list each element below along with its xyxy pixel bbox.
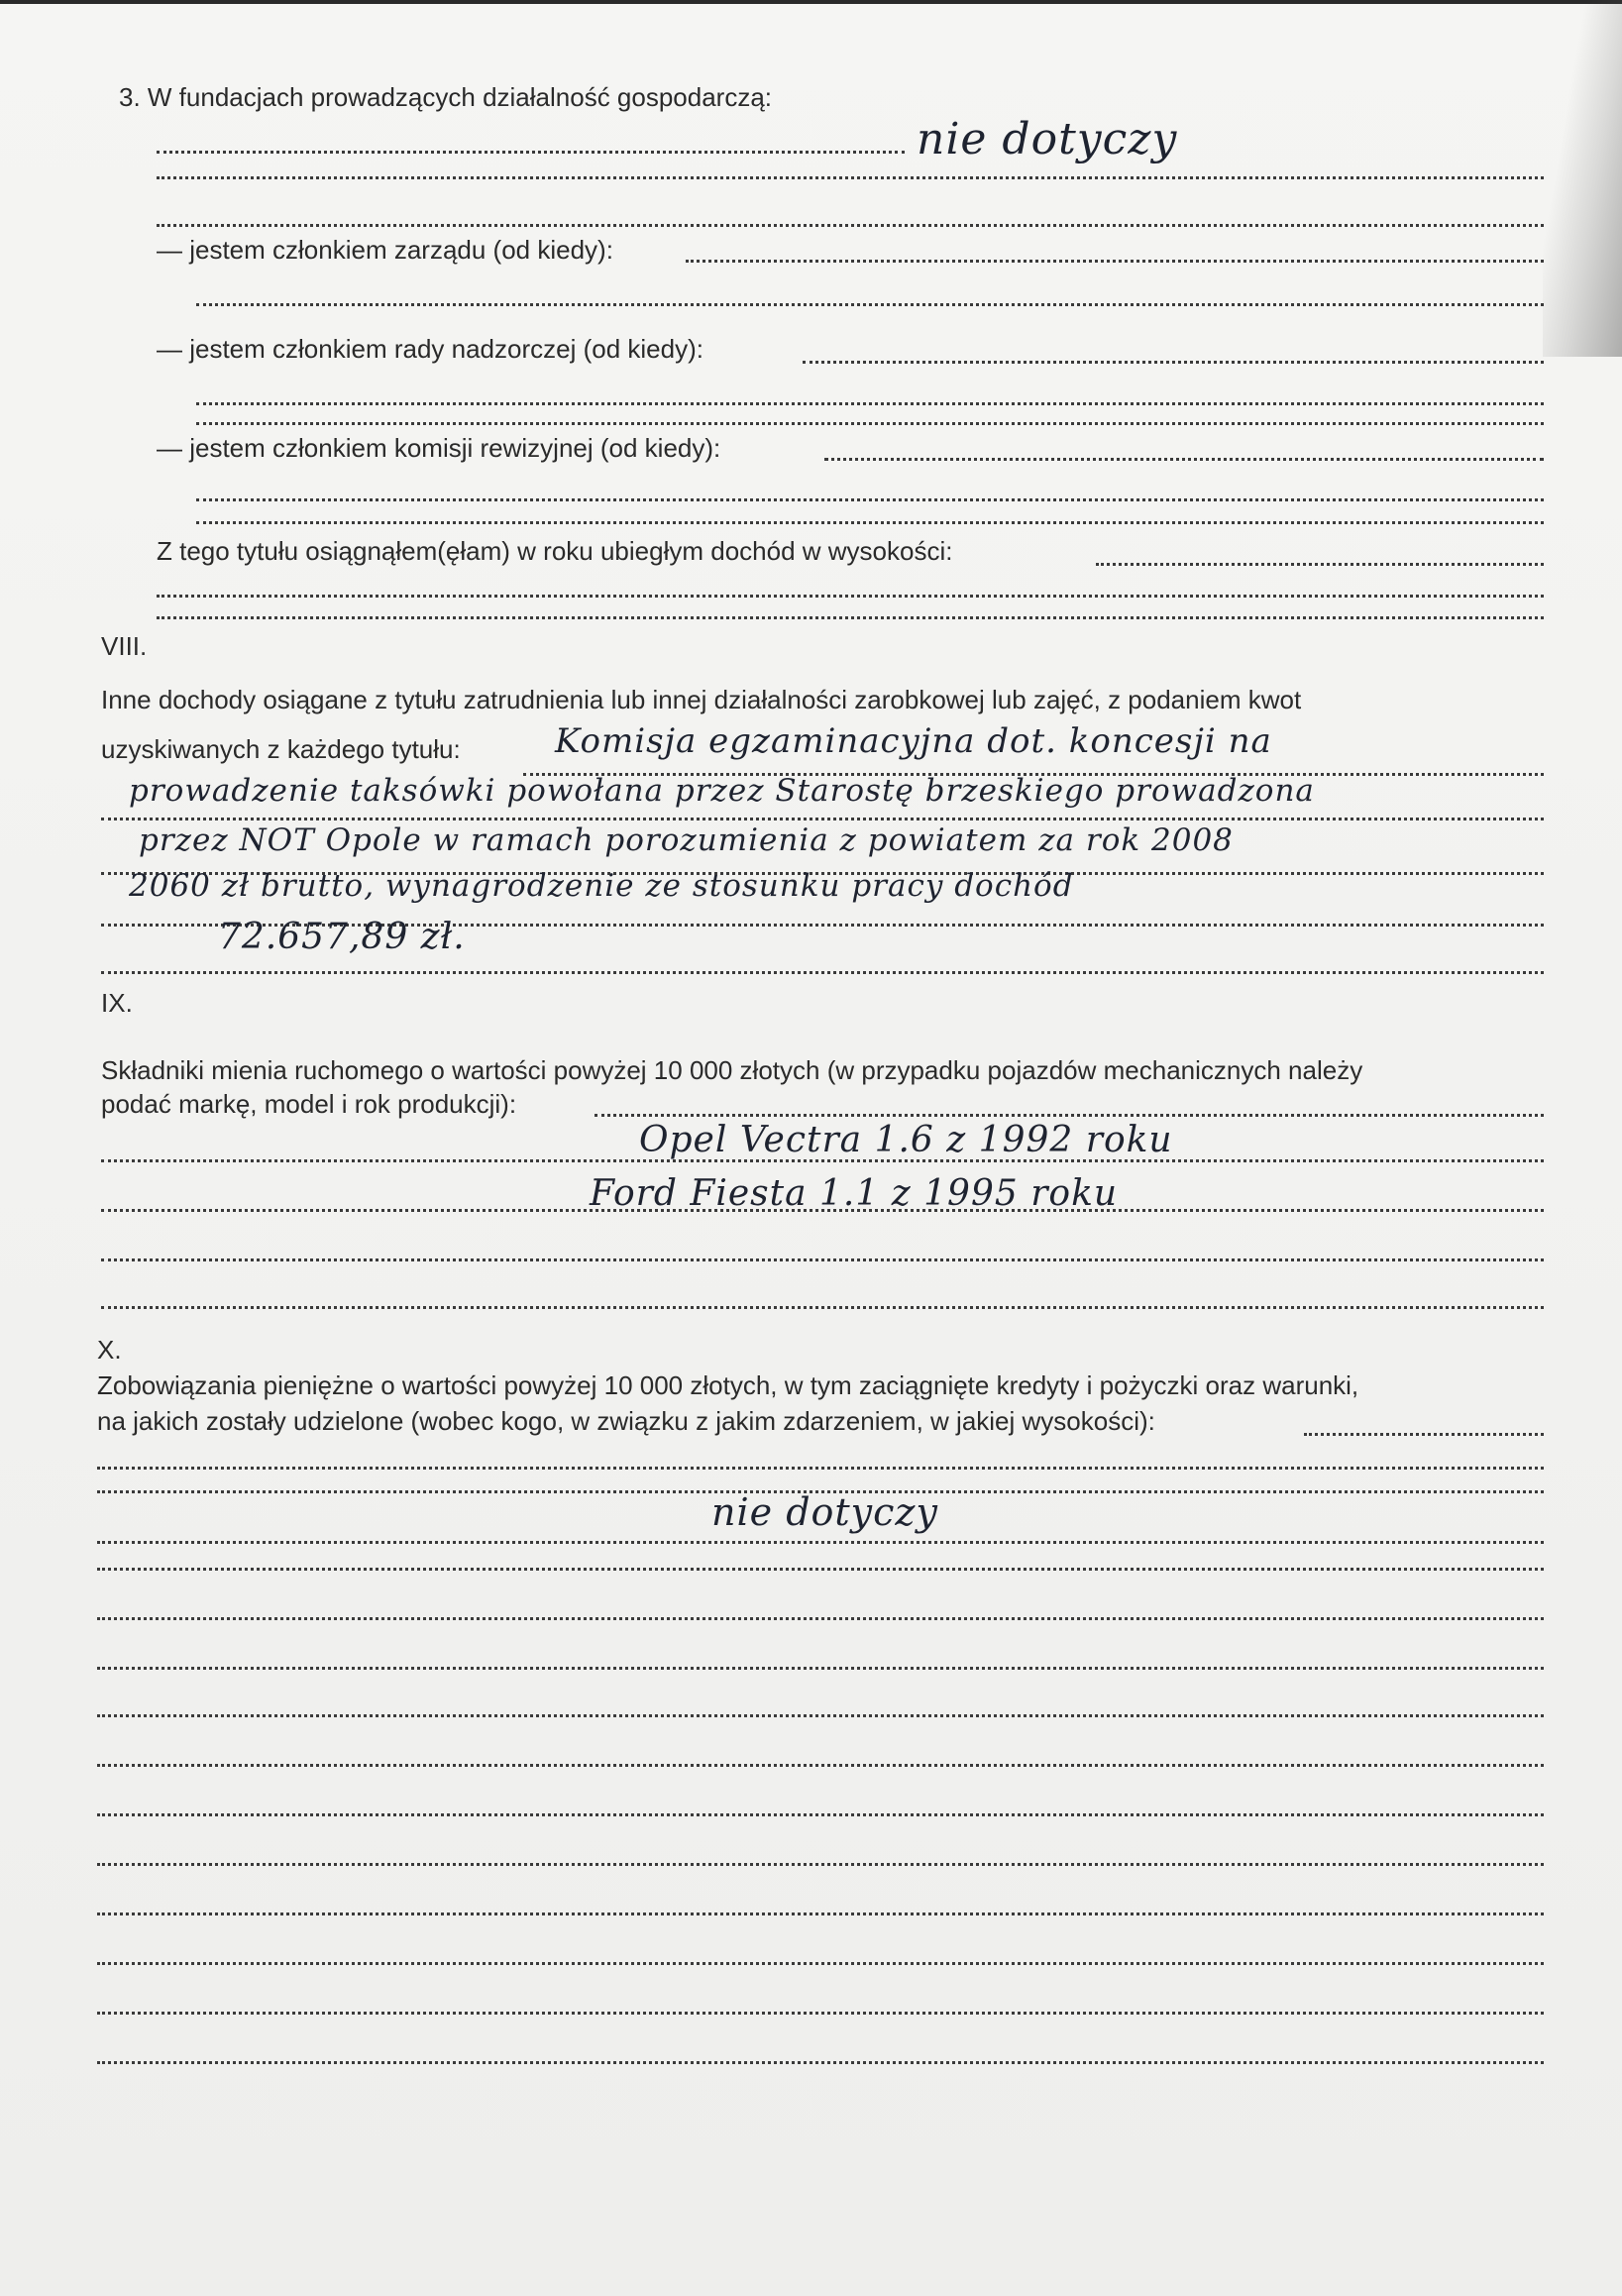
section-9-text-line1: Składniki mienia ruchomego o wartości powyżej 10 000 złotych (w przypadku pojazdów mechanicznych należy <box>101 1055 1363 1085</box>
scan-edge-top <box>0 0 1622 4</box>
dotted-line <box>824 458 1544 461</box>
dotted-line <box>97 1714 1544 1717</box>
dotted-line <box>803 361 1544 364</box>
supervisory-member-label: — jestem członkiem rady nadzorczej (od kiedy): <box>157 334 703 364</box>
dotted-line <box>97 1568 1544 1571</box>
handwriting-line: 72.657,89 zł. <box>218 917 466 957</box>
section-8-text-line1: Inne dochody osiągane z tytułu zatrudnienia lub innej działalności zarobkowej lub zajęć, z podaniem kwot <box>101 685 1302 714</box>
handwriting-line: przez NOT Opole w ramach porozumienia z powiatem za rok 2008 <box>139 822 1234 858</box>
dotted-line <box>101 818 1544 820</box>
dotted-line <box>101 1258 1544 1261</box>
handwritten-answer-section-3: nie dotyczy <box>917 114 1178 164</box>
dotted-line <box>97 1962 1544 1965</box>
dotted-line <box>157 595 1544 598</box>
dotted-line <box>97 1541 1544 1544</box>
dotted-line <box>101 971 1544 974</box>
section-3-title: 3. W fundacjach prowadzących działalność gospodarczą: <box>119 82 773 112</box>
handwriting-line: prowadzenie taksówki powołana przez Starostę brzeskiego prowadzona <box>129 773 1315 809</box>
dotted-line <box>196 422 1544 425</box>
dotted-line <box>97 1467 1544 1470</box>
dotted-line <box>1304 1433 1544 1436</box>
section-10-text-line2: na jakich zostały udzielone (wobec kogo, w związku z jakim zdarzeniem, w jakiej wysokości): <box>97 1406 1155 1436</box>
section-8-text-line2: uzyskiwanych z każdego tytułu: <box>101 734 461 764</box>
dotted-line <box>157 176 1544 179</box>
dotted-line <box>157 616 1544 619</box>
audit-member-label: — jestem członkiem komisji rewizyjnej (od kiedy): <box>157 433 721 463</box>
dotted-line <box>97 2061 1544 2064</box>
dotted-line <box>196 498 1544 501</box>
dotted-line <box>101 1306 1544 1309</box>
dotted-line <box>1096 563 1544 566</box>
dotted-line <box>97 2012 1544 2015</box>
scan-edge-shadow <box>1543 0 1622 357</box>
section-9-heading: IX. <box>101 988 133 1018</box>
handwritten-answer-section-10: nie dotyczy <box>711 1490 938 1534</box>
handwriting-line: Komisja egzaminacyjna dot. koncesji na <box>555 721 1272 761</box>
dotted-line <box>97 1764 1544 1767</box>
dotted-line <box>686 260 1544 263</box>
dotted-line <box>97 1913 1544 1915</box>
board-member-label: — jestem członkiem zarządu (od kiedy): <box>157 235 613 265</box>
income-label: Z tego tytułu osiągnąłem(ęłam) w roku ubiegłym dochód w wysokości: <box>157 536 953 566</box>
dotted-line <box>97 1813 1544 1816</box>
section-10-heading: X. <box>97 1335 122 1365</box>
dotted-line <box>101 1209 1544 1212</box>
dotted-line <box>97 1667 1544 1670</box>
dotted-line <box>97 1617 1544 1620</box>
section-10-text-line1: Zobowiązania pieniężne o wartości powyżej 10 000 złotych, w tym zaciągnięte kredyty i pożyczki oraz warunki, <box>97 1370 1359 1400</box>
dotted-line <box>196 402 1544 405</box>
dotted-line <box>595 1114 1544 1117</box>
dotted-line <box>196 521 1544 524</box>
section-9-text-line2: podać markę, model i rok produkcji): <box>101 1089 517 1119</box>
handwriting-line: 2060 zł brutto, wynagrodzenie ze stosunku pracy dochód <box>129 868 1074 904</box>
dotted-line <box>101 1159 1544 1162</box>
dotted-line <box>157 224 1544 227</box>
dotted-line <box>157 151 905 154</box>
handwriting-vehicle: Opel Vectra 1.6 z 1992 roku <box>639 1120 1173 1160</box>
handwriting-vehicle: Ford Fiesta 1.1 z 1995 roku <box>590 1173 1119 1214</box>
dotted-line <box>97 1863 1544 1866</box>
dotted-line <box>196 303 1544 306</box>
section-8-heading: VIII. <box>101 631 148 661</box>
